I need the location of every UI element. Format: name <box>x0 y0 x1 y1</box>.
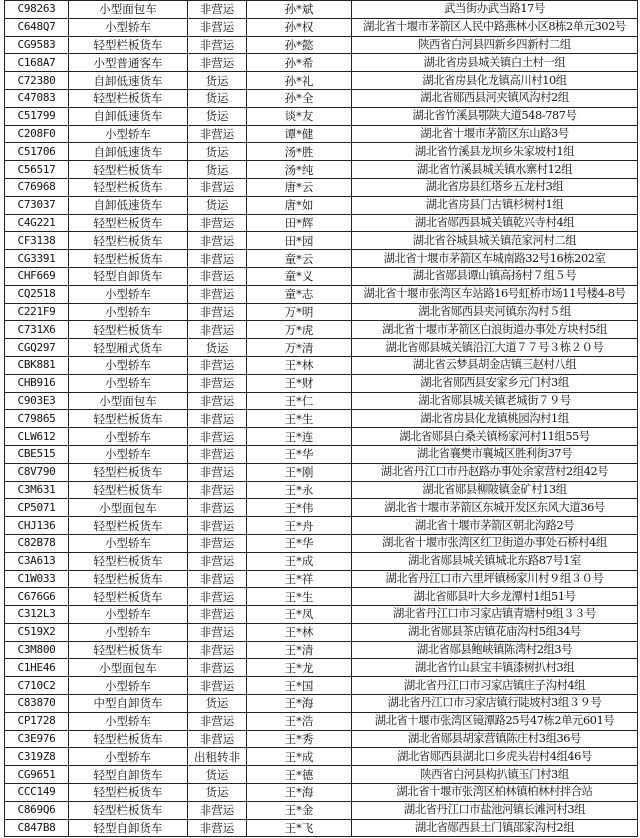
plate-number-cell: C847B8 <box>5 819 69 837</box>
usage-nature-cell: 非营运 <box>188 819 247 837</box>
plate-number-cell: CF3138 <box>5 232 69 250</box>
address-cell: 湖北省郧县谭山镇高扬村７组５号 <box>352 267 638 285</box>
vehicle-type-cell: 小型轿车 <box>69 303 188 321</box>
vehicle-type-cell: 轻型栏板货车 <box>69 570 188 588</box>
address-cell: 湖北省竹溪县城关镇水寨村12组 <box>352 161 638 179</box>
owner-name-cell: 王*永 <box>247 481 352 499</box>
vehicle-type-cell: 轻型栏板货车 <box>69 410 188 428</box>
vehicle-type-cell: 轻型自卸货车 <box>69 819 188 837</box>
vehicle-type-cell: 小型轿车 <box>69 623 188 641</box>
address-cell: 陕西省白河县四新乡四新村二组 <box>352 36 638 54</box>
address-cell: 湖北省郧县城关镇老城街７９号 <box>352 392 638 410</box>
address-cell: 武当街办武当路17号 <box>352 1 638 19</box>
vehicle-table <box>4 0 638 837</box>
table-row <box>5 428 638 446</box>
address-cell: 湖北省丹江口市盐池河镇长滩河村3组 <box>352 801 638 819</box>
table-row <box>5 766 638 784</box>
table-row <box>5 463 638 481</box>
plate-number-cell: CP5071 <box>5 499 69 517</box>
table-row <box>5 285 638 303</box>
vehicle-type-cell: 轻型栏板货车 <box>69 517 188 535</box>
address-cell: 湖北省房县城关镇白土村一组 <box>352 54 638 72</box>
plate-number-cell: C98263 <box>5 1 69 19</box>
usage-nature-cell: 非营运 <box>188 54 247 72</box>
plate-number-cell: C51799 <box>5 107 69 125</box>
table-row <box>5 356 638 374</box>
table-row <box>5 214 638 232</box>
owner-name-cell: 王*德 <box>247 766 352 784</box>
vehicle-type-cell: 小型面包车 <box>69 659 188 677</box>
plate-number-cell: CHF669 <box>5 267 69 285</box>
address-cell: 湖北省十堰市张湾区车站路16号虹桥市场11号楼4-8号 <box>352 285 638 303</box>
plate-number-cell: C83870 <box>5 695 69 713</box>
usage-nature-cell: 货运 <box>188 89 247 107</box>
plate-number-cell: CQ2518 <box>5 285 69 303</box>
owner-name-cell: 王*海 <box>247 695 352 713</box>
owner-name-cell: 万*虎 <box>247 321 352 339</box>
usage-nature-cell: 货运 <box>188 766 247 784</box>
usage-nature-cell: 货运 <box>188 72 247 90</box>
plate-number-cell: C1W033 <box>5 570 69 588</box>
usage-nature-cell: 非营运 <box>188 677 247 695</box>
vehicle-type-cell: 小型面包车 <box>69 1 188 19</box>
vehicle-type-cell: 小型轿车 <box>69 534 188 552</box>
plate-number-cell: CG3391 <box>5 250 69 268</box>
owner-name-cell: 田*辉 <box>247 214 352 232</box>
plate-number-cell: C72380 <box>5 72 69 90</box>
owner-name-cell: 孙*希 <box>247 54 352 72</box>
owner-name-cell: 汤*纯 <box>247 161 352 179</box>
plate-number-cell: C710C2 <box>5 677 69 695</box>
address-cell: 湖北省丹江口市习家店镇庄子沟村4组 <box>352 677 638 695</box>
address-cell: 湖北省丹江口市丹赵路办事处余家营村2组42号 <box>352 463 638 481</box>
owner-name-cell: 王*林 <box>247 623 352 641</box>
address-cell: 湖北省房县门古镇杉树村1组 <box>352 196 638 214</box>
owner-name-cell: 王*龙 <box>247 659 352 677</box>
address-cell: 湖北省郧县茶店镇花庙沟村5组34号 <box>352 623 638 641</box>
vehicle-type-cell: 小型面包车 <box>69 499 188 517</box>
plate-number-cell: C47083 <box>5 89 69 107</box>
address-cell: 湖北省郧西县湖北口乡虎头岩村4组46号 <box>352 748 638 766</box>
table-row <box>5 107 638 125</box>
address-cell: 湖北省竹溪县龙坝乡朱家坡村1组 <box>352 143 638 161</box>
vehicle-type-cell: 小型面包车 <box>69 392 188 410</box>
owner-name-cell: 万*明 <box>247 303 352 321</box>
table-row <box>5 801 638 819</box>
address-cell: 湖北省谷城县城关镇范家河村二组 <box>352 232 638 250</box>
table-row <box>5 1 638 19</box>
usage-nature-cell: 非营运 <box>188 18 247 36</box>
plate-number-cell: C519X2 <box>5 623 69 641</box>
vehicle-type-cell: 自卸低速货车 <box>69 72 188 90</box>
vehicle-type-cell: 轻型栏板货车 <box>69 552 188 570</box>
address-cell: 湖北省十堰市茅箭区车城南路32号16栋202室 <box>352 250 638 268</box>
table-row <box>5 178 638 196</box>
vehicle-type-cell: 轻型自卸货车 <box>69 766 188 784</box>
owner-name-cell: 王*秀 <box>247 730 352 748</box>
usage-nature-cell: 非营运 <box>188 1 247 19</box>
owner-name-cell: 田*园 <box>247 232 352 250</box>
usage-nature-cell: 非营运 <box>188 517 247 535</box>
plate-number-cell: C869Q6 <box>5 801 69 819</box>
plate-number-cell: C73037 <box>5 196 69 214</box>
address-cell: 湖北省郧县柳陂镇金矿村13组 <box>352 481 638 499</box>
vehicle-type-cell: 轻型栏板货车 <box>69 801 188 819</box>
address-cell: 湖北省云梦县胡金店镇三赵村八组 <box>352 356 638 374</box>
owner-name-cell: 孙*懿 <box>247 36 352 54</box>
address-cell: 湖北省十堰市茅箭区朝北沟路2号 <box>352 517 638 535</box>
usage-nature-cell: 非营运 <box>188 463 247 481</box>
usage-nature-cell: 非营运 <box>188 428 247 446</box>
address-cell: 湖北省郧县叶大乡龙潭村1组51号 <box>352 588 638 606</box>
plate-number-cell: C76968 <box>5 178 69 196</box>
usage-nature-cell: 非营运 <box>188 606 247 624</box>
plate-number-cell: C168A7 <box>5 54 69 72</box>
owner-name-cell: 王*刚 <box>247 463 352 481</box>
owner-name-cell: 王*财 <box>247 374 352 392</box>
address-cell: 湖北省郧西县土门镇邵家沟村2组 <box>352 819 638 837</box>
owner-name-cell: 王*飞 <box>247 819 352 837</box>
vehicle-type-cell: 轻型栏板货车 <box>69 588 188 606</box>
usage-nature-cell: 非营运 <box>188 267 247 285</box>
table-row <box>5 410 638 428</box>
table-row <box>5 819 638 837</box>
table-row <box>5 303 638 321</box>
table-row <box>5 623 638 641</box>
usage-nature-cell: 货运 <box>188 161 247 179</box>
owner-name-cell: 王*华 <box>247 445 352 463</box>
usage-nature-cell: 货运 <box>188 339 247 357</box>
usage-nature-cell: 非营运 <box>188 659 247 677</box>
address-cell: 湖北省十堰市茅箭区东城开发区东风大道36号 <box>352 499 638 517</box>
address-cell: 湖北省丹江口市习家店镇行陡坡村3组３９号 <box>352 695 638 713</box>
vehicle-type-cell: 小型轿车 <box>69 125 188 143</box>
usage-nature-cell: 非营运 <box>188 285 247 303</box>
usage-nature-cell: 非营运 <box>188 125 247 143</box>
owner-name-cell: 王*伟 <box>247 499 352 517</box>
address-cell: 湖北省郧西县城关镇乾兴寺村4组 <box>352 214 638 232</box>
address-cell: 湖北省十堰市张湾区镜潭路25号47栋2单元601号 <box>352 712 638 730</box>
usage-nature-cell: 非营运 <box>188 534 247 552</box>
vehicle-type-cell: 轻型栏板货车 <box>69 463 188 481</box>
vehicle-type-cell: 轻型自卸货车 <box>69 267 188 285</box>
owner-name-cell: 王*华 <box>247 534 352 552</box>
table-row <box>5 499 638 517</box>
address-cell: 湖北省郧县鲍峡镇陈湾村2组3号 <box>352 641 638 659</box>
vehicle-type-cell: 轻型栏板货车 <box>69 232 188 250</box>
address-cell: 湖北省丹江口市习家店镇青塘村9组３３号 <box>352 606 638 624</box>
vehicle-type-cell: 轻型栏板货车 <box>69 481 188 499</box>
plate-number-cell: CBE515 <box>5 445 69 463</box>
vehicle-type-cell: 小型轿车 <box>69 677 188 695</box>
address-cell: 湖北省房县化龙镇高川村10组 <box>352 72 638 90</box>
address-cell: 湖北省十堰市张湾区柏林镇柏林村拌合站 <box>352 784 638 802</box>
vehicle-type-cell: 轻型栏板货车 <box>69 161 188 179</box>
table-row <box>5 730 638 748</box>
owner-name-cell: 王*祥 <box>247 570 352 588</box>
vehicle-type-cell: 轻型栏板货车 <box>69 730 188 748</box>
usage-nature-cell: 非营运 <box>188 552 247 570</box>
owner-name-cell: 王*清 <box>247 641 352 659</box>
vehicle-type-cell: 小型轿车 <box>69 374 188 392</box>
table-row <box>5 125 638 143</box>
table-row <box>5 606 638 624</box>
plate-number-cell: C221F9 <box>5 303 69 321</box>
table-row <box>5 695 638 713</box>
vehicle-type-cell: 小型轿车 <box>69 445 188 463</box>
vehicle-type-cell: 小型轿车 <box>69 18 188 36</box>
vehicle-type-cell: 轻型栏板货车 <box>69 36 188 54</box>
owner-name-cell: 王*仁 <box>247 392 352 410</box>
owner-name-cell: 童*云 <box>247 250 352 268</box>
owner-name-cell: 汤*胜 <box>247 143 352 161</box>
plate-number-cell: C51706 <box>5 143 69 161</box>
table-row <box>5 534 638 552</box>
usage-nature-cell: 非营运 <box>188 356 247 374</box>
owner-name-cell: 王*舟 <box>247 517 352 535</box>
plate-number-cell: CBK881 <box>5 356 69 374</box>
usage-nature-cell: 非营运 <box>188 178 247 196</box>
table-row <box>5 784 638 802</box>
plate-number-cell: C4G221 <box>5 214 69 232</box>
table-row <box>5 481 638 499</box>
address-cell: 湖北省十堰市茅箭区东山路3号 <box>352 125 638 143</box>
plate-number-cell: C79865 <box>5 410 69 428</box>
table-row <box>5 250 638 268</box>
owner-name-cell: 唐*如 <box>247 196 352 214</box>
usage-nature-cell: 非营运 <box>188 730 247 748</box>
table-row <box>5 54 638 72</box>
address-cell: 湖北省郧县城关镇城北东路87号1室 <box>352 552 638 570</box>
owner-name-cell: 孙*全 <box>247 89 352 107</box>
plate-number-cell: C1HE46 <box>5 659 69 677</box>
vehicle-table-body <box>5 1 638 837</box>
usage-nature-cell: 非营运 <box>188 641 247 659</box>
usage-nature-cell: 非营运 <box>188 250 247 268</box>
usage-nature-cell: 非营运 <box>188 214 247 232</box>
address-cell: 陕西省白河县构扒镇玉门村3组 <box>352 766 638 784</box>
usage-nature-cell: 非营运 <box>188 410 247 428</box>
plate-number-cell: C3A613 <box>5 552 69 570</box>
table-row <box>5 374 638 392</box>
usage-nature-cell: 非营运 <box>188 712 247 730</box>
vehicle-type-cell: 轻型栏板货车 <box>69 641 188 659</box>
owner-name-cell: 王*金 <box>247 801 352 819</box>
usage-nature-cell: 非营运 <box>188 303 247 321</box>
usage-nature-cell: 非营运 <box>188 445 247 463</box>
owner-name-cell: 王*成 <box>247 552 352 570</box>
table-row <box>5 267 638 285</box>
usage-nature-cell: 非营运 <box>188 481 247 499</box>
plate-number-cell: CG9583 <box>5 36 69 54</box>
vehicle-type-cell: 小型轿车 <box>69 356 188 374</box>
owner-name-cell: 童*志 <box>247 285 352 303</box>
plate-number-cell: CHJ136 <box>5 517 69 535</box>
table-row <box>5 445 638 463</box>
address-cell: 湖北省十堰市茅箭区人民中路燕林小区8栋2单元302号 <box>352 18 638 36</box>
table-row <box>5 588 638 606</box>
vehicle-type-cell: 轻型栏板货车 <box>69 784 188 802</box>
owner-name-cell: 王*国 <box>247 677 352 695</box>
vehicle-type-cell: 小型轿车 <box>69 285 188 303</box>
table-row <box>5 161 638 179</box>
plate-number-cell: C319Z8 <box>5 748 69 766</box>
plate-number-cell: C8V790 <box>5 463 69 481</box>
vehicle-type-cell: 小型轿车 <box>69 428 188 446</box>
table-row <box>5 641 638 659</box>
address-cell: 湖北省襄樊市襄城区胜利街37号 <box>352 445 638 463</box>
vehicle-type-cell: 轻型栏板货车 <box>69 321 188 339</box>
table-row <box>5 89 638 107</box>
address-cell: 湖北省郧西县夹河镇东沟村５组 <box>352 303 638 321</box>
vehicle-type-cell: 轻型栏板货车 <box>69 250 188 268</box>
usage-nature-cell: 非营运 <box>188 801 247 819</box>
address-cell: 湖北省郧县白桑关镇杨家河村11组55号 <box>352 428 638 446</box>
vehicle-type-cell: 轻型厢式货车 <box>69 339 188 357</box>
address-cell: 湖北省房县红塔乡五龙村3组 <box>352 178 638 196</box>
usage-nature-cell: 货运 <box>188 196 247 214</box>
vehicle-type-cell: 自卸低速货车 <box>69 107 188 125</box>
address-cell: 湖北省十堰市茅箭区白浪街道办事处方块村5组 <box>352 321 638 339</box>
owner-name-cell: 王*浩 <box>247 712 352 730</box>
address-cell: 湖北省房县化龙镇桃园沟村1组 <box>352 410 638 428</box>
owner-name-cell: 王*连 <box>247 428 352 446</box>
vehicle-type-cell: 中型自卸货车 <box>69 695 188 713</box>
vehicle-type-cell: 小型普通客车 <box>69 54 188 72</box>
plate-number-cell: C312L3 <box>5 606 69 624</box>
usage-nature-cell: 非营运 <box>188 588 247 606</box>
table-row <box>5 196 638 214</box>
vehicle-type-cell: 小型轿车 <box>69 712 188 730</box>
plate-number-cell: C731X6 <box>5 321 69 339</box>
owner-name-cell: 王*成 <box>247 748 352 766</box>
owner-name-cell: 孙*权 <box>247 18 352 36</box>
table-row <box>5 321 638 339</box>
table-row <box>5 232 638 250</box>
usage-nature-cell: 货运 <box>188 143 247 161</box>
owner-name-cell: 唐*云 <box>247 178 352 196</box>
vehicle-type-cell: 轻型栏板货车 <box>69 214 188 232</box>
table-row <box>5 517 638 535</box>
address-cell: 湖北省郧西县安家乡元门村3组 <box>352 374 638 392</box>
usage-nature-cell: 货运 <box>188 695 247 713</box>
address-cell: 湖北省十堰市张湾区红卫街道办事处石桥村4组 <box>352 534 638 552</box>
plate-number-cell: C903E3 <box>5 392 69 410</box>
table-row <box>5 18 638 36</box>
usage-nature-cell: 货运 <box>188 107 247 125</box>
vehicle-type-cell: 小型轿车 <box>69 748 188 766</box>
table-row <box>5 339 638 357</box>
address-cell: 湖北省郧县城关镇沿江大道７７号３栋２０号 <box>352 339 638 357</box>
table-row <box>5 552 638 570</box>
usage-nature-cell: 非营运 <box>188 570 247 588</box>
address-cell: 湖北省郧西县河夹镇风沟村2组 <box>352 89 638 107</box>
plate-number-cell: C3M800 <box>5 641 69 659</box>
plate-number-cell: C3E976 <box>5 730 69 748</box>
usage-nature-cell: 非营运 <box>188 623 247 641</box>
plate-number-cell: C3M631 <box>5 481 69 499</box>
owner-name-cell: 王*凤 <box>247 606 352 624</box>
usage-nature-cell: 货运 <box>188 784 247 802</box>
table-row <box>5 392 638 410</box>
table-row <box>5 748 638 766</box>
plate-number-cell: C208F0 <box>5 125 69 143</box>
owner-name-cell: 王*海 <box>247 784 352 802</box>
address-cell: 湖北省竹溪县鄂陕大道548-787号 <box>352 107 638 125</box>
usage-nature-cell: 非营运 <box>188 374 247 392</box>
address-cell: 湖北省丹江口市六里坪镇杨家川村９组３０号 <box>352 570 638 588</box>
owner-name-cell: 孙*斌 <box>247 1 352 19</box>
plate-number-cell: CHB916 <box>5 374 69 392</box>
table-row <box>5 677 638 695</box>
owner-name-cell: 孙*礼 <box>247 72 352 90</box>
owner-name-cell: 谈*友 <box>247 107 352 125</box>
table-row <box>5 659 638 677</box>
plate-number-cell: CGQ297 <box>5 339 69 357</box>
plate-number-cell: C676G6 <box>5 588 69 606</box>
vehicle-type-cell: 自卸低速货车 <box>69 143 188 161</box>
table-row <box>5 36 638 54</box>
table-row <box>5 143 638 161</box>
vehicle-type-cell: 小型轿车 <box>69 606 188 624</box>
table-row <box>5 712 638 730</box>
usage-nature-cell: 非营运 <box>188 321 247 339</box>
usage-nature-cell: 非营运 <box>188 392 247 410</box>
usage-nature-cell: 非营运 <box>188 232 247 250</box>
plate-number-cell: CCC149 <box>5 784 69 802</box>
usage-nature-cell: 非营运 <box>188 499 247 517</box>
owner-name-cell: 王*生 <box>247 588 352 606</box>
plate-number-cell: C648Q7 <box>5 18 69 36</box>
owner-name-cell: 童*义 <box>247 267 352 285</box>
owner-name-cell: 谭*健 <box>247 125 352 143</box>
address-cell: 湖北省郧县胡家营镇陈庄村3组36号 <box>352 730 638 748</box>
vehicle-type-cell: 轻型栏板货车 <box>69 178 188 196</box>
table-row <box>5 72 638 90</box>
table-row <box>5 570 638 588</box>
plate-number-cell: CP1728 <box>5 712 69 730</box>
usage-nature-cell: 非营运 <box>188 36 247 54</box>
plate-number-cell: C82B78 <box>5 534 69 552</box>
plate-number-cell: C56517 <box>5 161 69 179</box>
owner-name-cell: 王*林 <box>247 356 352 374</box>
owner-name-cell: 王*生 <box>247 410 352 428</box>
vehicle-type-cell: 轻型栏板货车 <box>69 89 188 107</box>
owner-name-cell: 万*清 <box>247 339 352 357</box>
vehicle-type-cell: 自卸低速货车 <box>69 196 188 214</box>
address-cell: 湖北省竹山县宝丰镇漆树扒村3组 <box>352 659 638 677</box>
usage-nature-cell: 出租转非 <box>188 748 247 766</box>
plate-number-cell: CG9651 <box>5 766 69 784</box>
plate-number-cell: CLW612 <box>5 428 69 446</box>
